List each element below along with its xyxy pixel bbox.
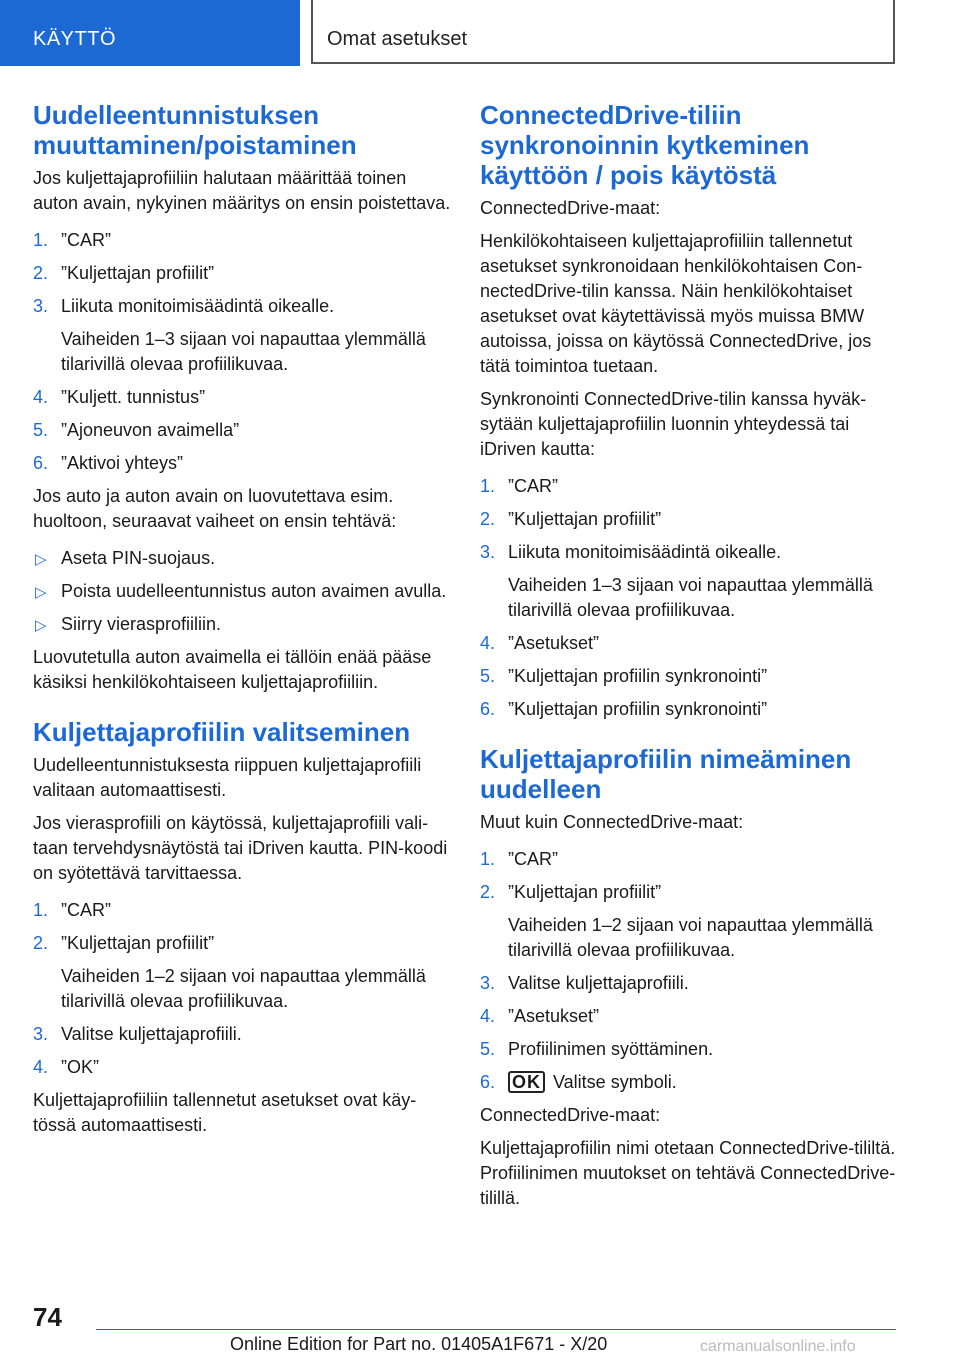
triangle-bullet-icon: ▷: [35, 617, 47, 634]
list-item: [33, 294, 453, 377]
step-text: ”Asetukset”: [508, 633, 600, 653]
paragraph: ConnectedDrive-maat:: [480, 198, 661, 218]
step-number: 6.: [480, 699, 496, 719]
list-item: [33, 1055, 453, 1080]
step-note: Vaiheiden 1–3 sijaan voi napauttaa ylemmällä tilarivillä olevaa profiilikuvaa.: [61, 329, 426, 374]
step-text: ”CAR”: [508, 476, 558, 496]
step-text: ”Asetukset”: [508, 1006, 600, 1026]
paragraph: Jos vierasprofiili on käytössä, kuljettajaprofiili valitaan tervehdysnäytöstä tai iDriven kautta. PIN-koodi on syötettävä tarvittaessa.: [33, 813, 448, 883]
left-column: [33, 100, 453, 1146]
steps-list: [480, 847, 900, 1095]
paragraph: Synkronointi ConnectedDrive-tilin kanssa hyväksytään kuljettajaprofiilin luonnin yhteydessä tai iDriven kautta:: [480, 389, 867, 459]
heading-rename-profile: Kuljettajaprofiilin nimeäminen uudelleen: [480, 744, 852, 804]
list-item: [33, 1022, 453, 1047]
step-number: 5.: [480, 666, 496, 686]
step-number: 3.: [480, 973, 496, 993]
bullet-text: Siirry vierasprofiiliin.: [61, 614, 222, 634]
step-number: 4.: [33, 1057, 49, 1077]
step-text: ”CAR”: [61, 230, 111, 250]
triangle-bullet-icon: ▷: [35, 584, 47, 601]
step-text: ”Kuljettajan profiilit”: [61, 933, 215, 953]
step-text: ”Kuljettajan profiilit”: [61, 263, 215, 283]
heading-re-identification: Uudelleentunnistuksen muuttaminen/poistaminen: [33, 100, 357, 160]
paragraph: Uudelleentunnistuksesta riippuen kuljettajaprofiili valitaan automaattisesti.: [33, 755, 422, 800]
paragraph: Muut kuin ConnectedDrive-maat:: [480, 812, 744, 832]
step-number: 4.: [480, 1006, 496, 1026]
step-text: Valitse kuljettajaprofiili.: [508, 973, 689, 993]
list-item: [33, 261, 453, 286]
list-item: [33, 451, 453, 476]
list-item: [480, 631, 900, 656]
list-item: [480, 1070, 900, 1095]
list-item: [480, 664, 900, 689]
step-number: 3.: [33, 1024, 49, 1044]
edition-text: Online Edition for Part no. 01405A1F671 - X/20: [230, 1334, 608, 1354]
list-item: [33, 612, 453, 637]
step-text: ”OK”: [61, 1057, 99, 1077]
list-item: [33, 228, 453, 253]
step-number: 1.: [480, 476, 496, 496]
step-number: 2.: [480, 509, 496, 529]
step-number: 3.: [33, 296, 49, 316]
list-item: [480, 697, 900, 722]
steps-list: [33, 898, 453, 1080]
steps-list: [480, 474, 900, 722]
steps-list: [33, 228, 453, 476]
chapter-tab: KÄYTTÖ: [0, 0, 300, 66]
right-column: [480, 100, 900, 1219]
step-text: ”Kuljettajan profiilit”: [508, 882, 662, 902]
step-number: 1.: [480, 849, 496, 869]
paragraph: Jos auto ja auton avain on luovutettava esim. huoltoon, seuraavat vaiheet on ensin tehtävä:: [33, 486, 397, 531]
step-text: Liikuta monitoimisäädintä oikealle.: [508, 542, 782, 562]
ok-icon: OK: [508, 1071, 545, 1093]
paragraph: ConnectedDrive-maat:: [480, 1105, 661, 1125]
step-text: ”Kuljettajan profiilin synkronointi”: [508, 666, 768, 686]
step-number: 6.: [33, 453, 49, 473]
list-item: [33, 385, 453, 410]
step-number: 3.: [480, 542, 496, 562]
step-note: Vaiheiden 1–2 sijaan voi napauttaa ylemmällä tilarivillä olevaa profiilikuvaa.: [61, 966, 426, 1011]
list-item: [480, 540, 900, 623]
heading-select-profile: Kuljettajaprofiilin valitseminen: [33, 717, 411, 747]
list-item: [480, 847, 900, 872]
paragraph: Jos kuljettajaprofiiliin halutaan määrittää toinen auton avain, nykyinen määritys on ensin poistettava.: [33, 168, 451, 213]
step-text: ”Kuljett. tunnistus”: [61, 387, 206, 407]
step-text: ”Aktivoi yhteys”: [61, 453, 184, 473]
bullet-text: Aseta PIN-suojaus.: [61, 548, 216, 568]
page-header: [0, 0, 960, 66]
step-text: ”CAR”: [508, 849, 558, 869]
footer-divider: [96, 1329, 896, 1330]
step-number: 2.: [33, 933, 49, 953]
triangle-bullet-icon: ▷: [35, 551, 47, 568]
paragraph: Kuljettajaprofiiliin tallennetut asetukset ovat käytössä automaattisesti.: [33, 1090, 417, 1135]
step-text: Liikuta monitoimisäädintä oikealle.: [61, 296, 335, 316]
list-item: [33, 579, 453, 604]
list-item: [33, 931, 453, 1014]
step-text: ”Ajoneuvon avaimella”: [61, 420, 240, 440]
step-text: ”Kuljettajan profiilit”: [508, 509, 662, 529]
step-number: 4.: [33, 387, 49, 407]
list-item: [480, 474, 900, 499]
step-text: Profiilinimen syöttäminen.: [508, 1039, 714, 1059]
step-text: Valitse symboli.: [553, 1072, 677, 1092]
step-note: Vaiheiden 1–2 sijaan voi napauttaa ylemmällä tilarivillä olevaa profiilikuvaa.: [508, 915, 873, 960]
step-number: 5.: [33, 420, 49, 440]
list-item: [480, 880, 900, 963]
section-title: Omat asetukset: [311, 0, 895, 64]
list-item: [480, 971, 900, 996]
list-item: [480, 507, 900, 532]
step-number: 2.: [480, 882, 496, 902]
step-number: 1.: [33, 230, 49, 250]
step-number: 4.: [480, 633, 496, 653]
paragraph: Luovutetulla auton avaimella ei tällöin enää pääse käsiksi henkilökohtaiseen kuljettajaprofiiliin.: [33, 647, 432, 692]
list-item: [480, 1037, 900, 1062]
paragraph: Henkilökohtaiseen kuljettajaprofiiliin tallennetut asetukset synkronoidaan henkilökohtaisen ConnectedDrive-tilin kanssa. Näin henkilökohtaiset asetukset ovat käytettävissä myös muissa BMW autoissa, joissa on käytössä ConnectedDrive, jos tätä toimintoa tuetaan.: [480, 231, 872, 376]
step-text: ”Kuljettajan profiilin synkronointi”: [508, 699, 768, 719]
bullet-text: Poista uudelleentunnistus auton avaimen avulla.: [61, 581, 447, 601]
step-note: Vaiheiden 1–3 sijaan voi napauttaa ylemmällä tilarivillä olevaa profiilikuvaa.: [508, 575, 873, 620]
list-item: [33, 546, 453, 571]
watermark: carmanualsonline.info: [700, 1338, 856, 1355]
list-item: [480, 1004, 900, 1029]
step-number: 1.: [33, 900, 49, 920]
paragraph: Kuljettajaprofiilin nimi otetaan ConnectedDrive-tililtä. Profiilinimen muutokset on tehtävä ConnectedDrive-tilillä.: [480, 1138, 896, 1208]
list-item: [33, 418, 453, 443]
heading-connecteddrive-sync: ConnectedDrive-tiliin synkronoinnin kytkeminen käyttöön / pois käytöstä: [480, 100, 810, 190]
step-text: ”CAR”: [61, 900, 111, 920]
step-number: 5.: [480, 1039, 496, 1059]
step-number: 2.: [33, 263, 49, 283]
bullet-list: [33, 546, 453, 637]
step-text: Valitse kuljettajaprofiili.: [61, 1024, 242, 1044]
step-number: 6.: [480, 1072, 496, 1092]
list-item: [33, 898, 453, 923]
page-number: 74: [33, 1302, 62, 1332]
